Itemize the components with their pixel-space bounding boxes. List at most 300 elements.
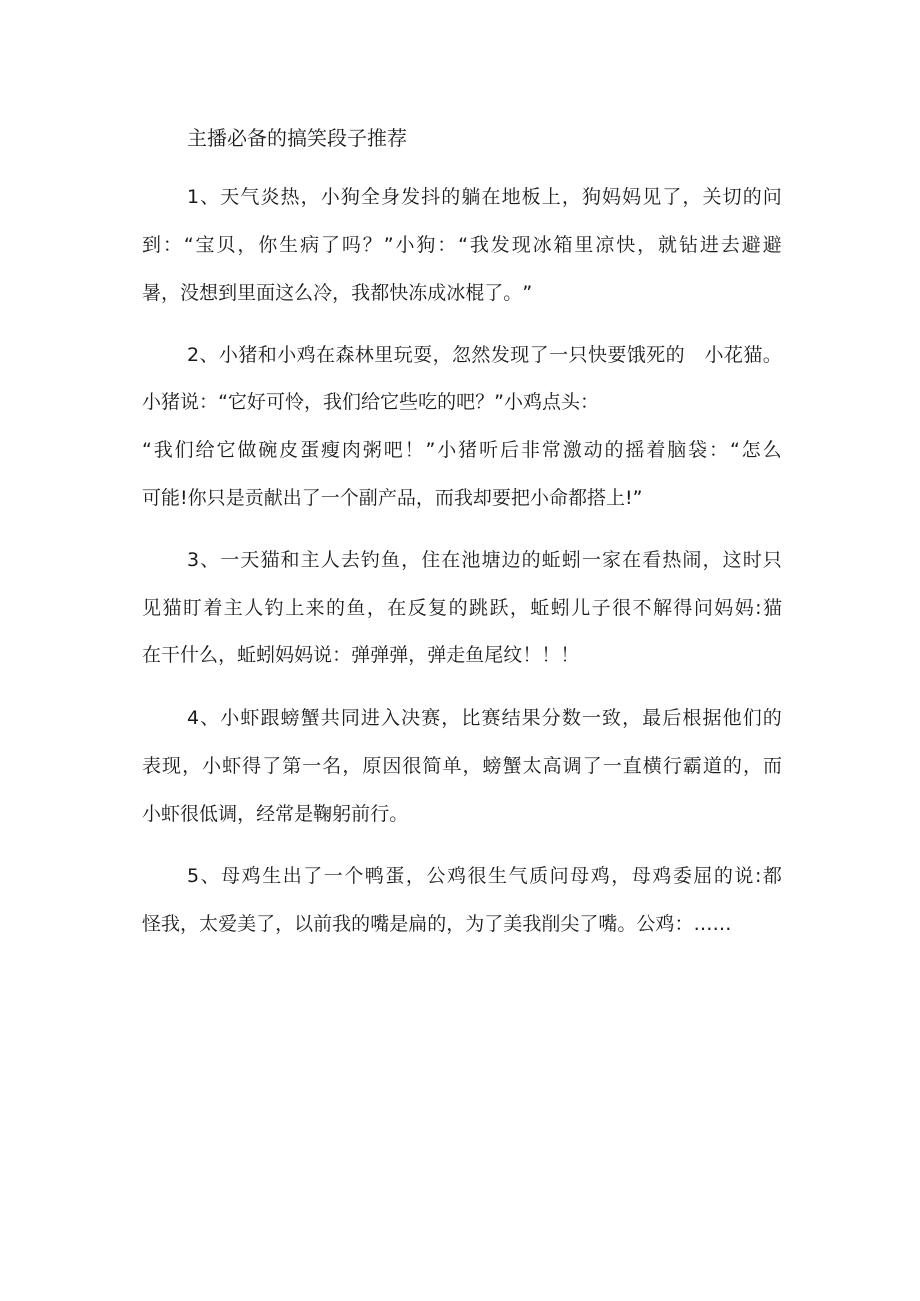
line-char: 盯 bbox=[182, 597, 202, 619]
line-char: 摇 bbox=[625, 439, 645, 461]
line-char: 是 bbox=[389, 913, 409, 935]
line-char: 名 bbox=[322, 755, 342, 777]
line-char: ， bbox=[237, 234, 257, 256]
line-char: 住 bbox=[421, 549, 441, 571]
line-char: ， bbox=[622, 707, 642, 729]
line-char: 的 bbox=[521, 549, 541, 571]
line-char: 猪 bbox=[161, 391, 181, 413]
line-char: 调 bbox=[562, 755, 582, 777]
line-char: 棍 bbox=[465, 282, 485, 304]
line-char: 表 bbox=[142, 755, 162, 777]
line-char: 给 bbox=[195, 439, 215, 461]
line-char: 蚯 bbox=[237, 644, 257, 666]
line-char: 虾 bbox=[161, 803, 181, 825]
line-char: 小 bbox=[277, 344, 297, 366]
line-char: 猫 bbox=[260, 549, 280, 571]
line-char: 家 bbox=[602, 549, 622, 571]
line-char: 想 bbox=[199, 282, 219, 304]
line-char: 原 bbox=[362, 755, 382, 777]
line-char: 却 bbox=[472, 487, 492, 509]
line-char: 肉 bbox=[341, 439, 361, 461]
line-char: 碗 bbox=[258, 439, 278, 461]
line-char: 是 bbox=[294, 803, 314, 825]
line-char: 钓 bbox=[360, 549, 380, 571]
line-char: 第 bbox=[282, 755, 302, 777]
line-char: ： bbox=[580, 391, 600, 413]
line-char: “ bbox=[183, 234, 194, 256]
paragraph-5-line-1 bbox=[187, 862, 782, 890]
line-char: 们 bbox=[342, 391, 362, 413]
line-char: ！ bbox=[404, 439, 424, 461]
line-char: 前 bbox=[351, 803, 371, 825]
line-char: 着 bbox=[646, 439, 666, 461]
line-char: 鸡 bbox=[241, 865, 261, 887]
line-char: 了 bbox=[301, 487, 321, 509]
line-char: 行 bbox=[370, 803, 390, 825]
line-char: ， bbox=[702, 549, 722, 571]
line-char: ， bbox=[405, 865, 425, 887]
line-char: 蚓 bbox=[561, 549, 581, 571]
line-char: 点 bbox=[542, 391, 562, 413]
line-char: 来 bbox=[305, 597, 325, 619]
line-char: 、 bbox=[200, 549, 220, 571]
line-char: 蟹 bbox=[300, 707, 320, 729]
line-char: 猪 bbox=[458, 439, 478, 461]
paragraph-1-line-3 bbox=[142, 279, 782, 307]
line-char: 道 bbox=[702, 755, 722, 777]
line-char: 以 bbox=[294, 913, 314, 935]
line-char: 什 bbox=[180, 644, 200, 666]
line-char: 美 bbox=[503, 913, 523, 935]
line-char: 鱼 bbox=[465, 644, 485, 666]
line-char: ， bbox=[441, 707, 461, 729]
line-char: 3 bbox=[187, 549, 200, 571]
line-char: 低 bbox=[199, 803, 219, 825]
line-char: 鱼 bbox=[381, 549, 401, 571]
line-char: 了 bbox=[303, 865, 323, 887]
line-char: 简 bbox=[422, 755, 442, 777]
line-char: 霸 bbox=[682, 755, 702, 777]
line-char: 动 bbox=[583, 439, 603, 461]
line-char: ： bbox=[199, 391, 219, 413]
line-char: 躬 bbox=[332, 803, 352, 825]
line-char: ， bbox=[237, 803, 257, 825]
line-char: 小 bbox=[704, 344, 724, 366]
line-char: 气 bbox=[508, 865, 528, 887]
line-char: 直 bbox=[622, 755, 642, 777]
line-char: 凉 bbox=[595, 234, 615, 256]
line-char: 个 bbox=[344, 865, 364, 887]
line-char: 一 bbox=[549, 344, 569, 366]
line-char: 里 bbox=[237, 282, 257, 304]
line-char: 鸡 bbox=[655, 913, 675, 935]
line-char: 玩 bbox=[393, 344, 413, 366]
line-char: 身 bbox=[381, 186, 401, 208]
line-char: 和 bbox=[257, 344, 277, 366]
line-char: 而 bbox=[762, 755, 782, 777]
line-char: 吃 bbox=[418, 391, 438, 413]
line-char: 螃 bbox=[280, 707, 300, 729]
line-char: 我 bbox=[469, 234, 489, 256]
line-char: 现 bbox=[510, 344, 530, 366]
line-char: 了 bbox=[484, 282, 504, 304]
line-char: 妈 bbox=[602, 186, 622, 208]
line-char: 妈 bbox=[734, 597, 754, 619]
line-char: 的 bbox=[427, 913, 447, 935]
line-char: 的 bbox=[665, 344, 685, 366]
line-char: 妈 bbox=[714, 597, 734, 619]
line-char: 很 bbox=[180, 803, 200, 825]
line-char: 的 bbox=[441, 186, 461, 208]
line-char: 在 bbox=[316, 344, 336, 366]
line-char: 鱼 bbox=[346, 597, 366, 619]
line-char: 副 bbox=[358, 487, 378, 509]
line-char: 怪 bbox=[142, 913, 162, 935]
line-char: 因 bbox=[382, 755, 402, 777]
line-char: 很 bbox=[467, 865, 487, 887]
line-char: 么 bbox=[199, 644, 219, 666]
line-char: 很 bbox=[612, 597, 632, 619]
line-char: 最 bbox=[642, 707, 662, 729]
paragraph-2-line-3 bbox=[142, 436, 782, 464]
line-char: 怎 bbox=[741, 439, 761, 461]
paragraph-3-line-1 bbox=[187, 546, 782, 574]
line-char: 鸡 bbox=[590, 865, 610, 887]
line-char: 去 bbox=[340, 549, 360, 571]
line-char: 。 bbox=[617, 913, 637, 935]
line-char: 能 bbox=[161, 487, 181, 509]
line-char: ! bbox=[180, 487, 188, 509]
line-char: 上 bbox=[606, 487, 626, 509]
line-char: 全 bbox=[360, 186, 380, 208]
line-char: 池 bbox=[461, 549, 481, 571]
line-char: 尖 bbox=[560, 913, 580, 935]
line-char: 皮 bbox=[279, 439, 299, 461]
line-char: 钓 bbox=[264, 597, 284, 619]
line-char: ” bbox=[522, 282, 533, 304]
line-char: 质 bbox=[529, 865, 549, 887]
line-char: 弹 bbox=[427, 644, 447, 666]
line-char: 鸡 bbox=[446, 865, 466, 887]
line-char: 一 bbox=[581, 549, 601, 571]
line-char: 跟 bbox=[260, 707, 280, 729]
line-char: 这 bbox=[722, 549, 742, 571]
line-char: 天 bbox=[220, 186, 240, 208]
line-char: 要 bbox=[491, 487, 511, 509]
line-char: … bbox=[712, 913, 732, 935]
line-char: 1 bbox=[187, 186, 200, 208]
line-char: 板 bbox=[521, 186, 541, 208]
line-char: ! bbox=[625, 487, 633, 509]
line-char: 蟹 bbox=[502, 755, 522, 777]
paragraph-3-line-3 bbox=[142, 641, 782, 669]
line-char: 。 bbox=[762, 344, 782, 366]
line-char: 躺 bbox=[461, 186, 481, 208]
line-char: : bbox=[754, 865, 762, 887]
line-char: 出 bbox=[282, 487, 302, 509]
line-char: 后 bbox=[662, 707, 682, 729]
line-char: 吗 bbox=[341, 234, 361, 256]
line-char: 小 bbox=[395, 234, 415, 256]
line-char: 狗 bbox=[340, 186, 360, 208]
line-char: 解 bbox=[652, 597, 672, 619]
line-char: 了 bbox=[320, 234, 340, 256]
line-char: 、 bbox=[200, 707, 220, 729]
line-char: 单 bbox=[442, 755, 462, 777]
line-char: 搭 bbox=[586, 487, 606, 509]
line-char: 小 bbox=[503, 391, 523, 413]
line-char: 鸡 bbox=[296, 344, 316, 366]
line-char: 反 bbox=[407, 597, 427, 619]
line-char: 鸡 bbox=[522, 391, 542, 413]
page-title: 主播必备的搞笑段子推荐 bbox=[187, 126, 407, 150]
line-char: 这 bbox=[275, 282, 295, 304]
line-char: 你 bbox=[187, 487, 207, 509]
line-char: 。 bbox=[389, 803, 409, 825]
line-char: 人 bbox=[244, 597, 264, 619]
line-char: 粥 bbox=[362, 439, 382, 461]
line-char: 猫 bbox=[743, 344, 763, 366]
line-char: 一 bbox=[302, 755, 322, 777]
line-char: 快 bbox=[389, 282, 409, 304]
line-char: 可 bbox=[142, 487, 162, 509]
line-char: 要 bbox=[607, 344, 627, 366]
line-char: ” bbox=[383, 234, 394, 256]
line-char: 我 bbox=[453, 487, 473, 509]
line-char: 弹 bbox=[370, 644, 390, 666]
line-char: ， bbox=[303, 391, 323, 413]
line-char: “ bbox=[458, 234, 468, 256]
line-char: “ bbox=[142, 439, 152, 461]
line-char: 天 bbox=[240, 549, 260, 571]
line-char: ： bbox=[437, 234, 457, 256]
line-char: 常 bbox=[275, 803, 295, 825]
line-char: 比 bbox=[461, 707, 481, 729]
line-char: 塘 bbox=[481, 549, 501, 571]
line-char: 的 bbox=[722, 755, 742, 777]
line-char: 太 bbox=[522, 755, 542, 777]
line-char: 螃 bbox=[482, 755, 502, 777]
line-char: … bbox=[693, 913, 713, 935]
line-char: 他 bbox=[722, 707, 742, 729]
line-char: 边 bbox=[501, 549, 521, 571]
line-char: ？ bbox=[475, 391, 495, 413]
line-char: ！ bbox=[522, 644, 542, 666]
line-char: ： bbox=[332, 644, 352, 666]
line-char: ！ bbox=[560, 644, 580, 666]
line-char: 的 bbox=[713, 865, 733, 887]
line-char: 蚯 bbox=[530, 597, 550, 619]
line-char: ， bbox=[182, 755, 202, 777]
line-char: 现 bbox=[162, 755, 182, 777]
line-char: 避 bbox=[762, 234, 782, 256]
line-char: ： bbox=[674, 913, 694, 935]
line-char: 个 bbox=[339, 487, 359, 509]
line-char: 饿 bbox=[626, 344, 646, 366]
line-char: 里 bbox=[374, 344, 394, 366]
line-char: 嘴 bbox=[598, 913, 618, 935]
line-char: 入 bbox=[381, 707, 401, 729]
line-char: 都 bbox=[567, 487, 587, 509]
line-char: ” bbox=[494, 391, 504, 413]
line-char: 气 bbox=[240, 186, 260, 208]
line-char: 横 bbox=[642, 755, 662, 777]
line-char: 蚓 bbox=[550, 597, 570, 619]
line-char: 嘴 bbox=[370, 913, 390, 935]
line-char: 你 bbox=[258, 234, 278, 256]
line-char: 4 bbox=[187, 707, 200, 729]
line-char: ， bbox=[637, 234, 657, 256]
line-char: 快 bbox=[616, 234, 636, 256]
line-char: ， bbox=[682, 186, 702, 208]
line-char: 的 bbox=[325, 597, 345, 619]
line-char: 小 bbox=[220, 707, 240, 729]
line-char: 关 bbox=[702, 186, 722, 208]
line-char: 上 bbox=[541, 186, 561, 208]
line-char: 快 bbox=[587, 344, 607, 366]
line-char: 忽 bbox=[451, 344, 471, 366]
line-char: 调 bbox=[218, 803, 238, 825]
line-char: 问 bbox=[549, 865, 569, 887]
line-char: 我 bbox=[161, 913, 181, 935]
line-char: 妈 bbox=[622, 186, 642, 208]
line-char: 的 bbox=[351, 913, 371, 935]
line-char: ， bbox=[611, 865, 631, 887]
line-char: ， bbox=[432, 344, 452, 366]
line-char: 冰 bbox=[532, 234, 552, 256]
line-char: 、 bbox=[200, 865, 220, 887]
paragraph-5-line-2 bbox=[142, 910, 782, 938]
line-char: 品 bbox=[396, 487, 416, 509]
line-char: 抖 bbox=[421, 186, 441, 208]
line-char: 削 bbox=[541, 913, 561, 935]
line-char: 尾 bbox=[484, 644, 504, 666]
line-char: 贝 bbox=[216, 234, 236, 256]
line-char: 说 bbox=[313, 644, 333, 666]
line-char: 复 bbox=[428, 597, 448, 619]
line-char: 我 bbox=[522, 913, 542, 935]
line-char: 它 bbox=[380, 391, 400, 413]
line-char: 在 bbox=[387, 597, 407, 619]
line-char: 赛 bbox=[421, 707, 441, 729]
line-char: 得 bbox=[673, 597, 693, 619]
line-char: 了 bbox=[582, 755, 602, 777]
line-char: 公 bbox=[636, 913, 656, 935]
line-char: 蚯 bbox=[541, 549, 561, 571]
line-char: 小 bbox=[437, 439, 457, 461]
line-char: 一 bbox=[581, 707, 601, 729]
line-char: 小 bbox=[142, 803, 162, 825]
line-char: 问 bbox=[693, 597, 713, 619]
line-char: 进 bbox=[360, 707, 380, 729]
line-char: 小 bbox=[142, 391, 162, 413]
line-char: 前 bbox=[313, 913, 333, 935]
line-char: 共 bbox=[320, 707, 340, 729]
line-char: 后 bbox=[499, 439, 519, 461]
line-char: 鸡 bbox=[652, 865, 672, 887]
paragraph-3-line-2 bbox=[142, 594, 782, 622]
line-char: 地 bbox=[501, 186, 521, 208]
line-char: ， bbox=[408, 644, 428, 666]
line-char: 太 bbox=[199, 913, 219, 935]
line-char: 发 bbox=[490, 234, 510, 256]
line-char: ， bbox=[342, 755, 362, 777]
line-char: 生 bbox=[262, 865, 282, 887]
line-char: 的 bbox=[762, 707, 782, 729]
line-char: 它 bbox=[216, 439, 236, 461]
line-char: 纹 bbox=[503, 644, 523, 666]
line-char: ， bbox=[218, 644, 238, 666]
line-char: 了 bbox=[579, 913, 599, 935]
line-char: 弹 bbox=[389, 644, 409, 666]
line-char: ， bbox=[366, 597, 386, 619]
line-char: 箱 bbox=[553, 234, 573, 256]
line-char: “ bbox=[729, 439, 740, 461]
line-char: 森 bbox=[335, 344, 355, 366]
line-char: 爱 bbox=[218, 913, 238, 935]
line-char: 头 bbox=[561, 391, 581, 413]
line-char: 弹 bbox=[351, 644, 371, 666]
line-char: 命 bbox=[548, 487, 568, 509]
line-char: 狗 bbox=[581, 186, 601, 208]
line-char: 一 bbox=[602, 755, 622, 777]
line-char: ， bbox=[415, 487, 435, 509]
line-char: 主 bbox=[300, 549, 320, 571]
paragraph-4-line-1 bbox=[187, 704, 782, 732]
line-char: 干 bbox=[161, 644, 181, 666]
line-char: 为 bbox=[465, 913, 485, 935]
line-char: ， bbox=[462, 755, 482, 777]
line-char bbox=[685, 341, 704, 369]
line-char: ， bbox=[446, 913, 466, 935]
line-char: 蚓 bbox=[256, 644, 276, 666]
line-char: 同 bbox=[340, 707, 360, 729]
line-char: 不 bbox=[632, 597, 652, 619]
line-char: 见 bbox=[142, 597, 162, 619]
line-char: 林 bbox=[354, 344, 374, 366]
line-char: 它 bbox=[227, 391, 247, 413]
line-char: 一 bbox=[323, 865, 343, 887]
line-char: 瘦 bbox=[320, 439, 340, 461]
line-char: 吧 bbox=[456, 391, 476, 413]
line-char: 吧 bbox=[383, 439, 403, 461]
line-char: 热 bbox=[280, 186, 300, 208]
line-char: 我 bbox=[351, 282, 371, 304]
line-char: 冻 bbox=[408, 282, 428, 304]
line-char: 脑 bbox=[667, 439, 687, 461]
line-char: 了 bbox=[484, 913, 504, 935]
line-char: 献 bbox=[263, 487, 283, 509]
line-char: : bbox=[755, 597, 762, 619]
line-char: 母 bbox=[631, 865, 651, 887]
line-char: 炎 bbox=[260, 186, 280, 208]
line-char: 和 bbox=[280, 549, 300, 571]
line-char: 闹 bbox=[682, 549, 702, 571]
line-char: 时 bbox=[742, 549, 762, 571]
line-char: 听 bbox=[479, 439, 499, 461]
line-char: ， bbox=[180, 913, 200, 935]
line-char: 冷 bbox=[313, 282, 333, 304]
line-char: 是 bbox=[225, 487, 245, 509]
line-char: 我 bbox=[153, 439, 173, 461]
line-char: 只 bbox=[206, 487, 226, 509]
line-char: 一 bbox=[220, 549, 240, 571]
line-char: 可 bbox=[265, 391, 285, 413]
line-char: 跳 bbox=[469, 597, 489, 619]
line-char: 蛋 bbox=[300, 439, 320, 461]
line-char: 只 bbox=[568, 344, 588, 366]
line-char: 产 bbox=[377, 487, 397, 509]
